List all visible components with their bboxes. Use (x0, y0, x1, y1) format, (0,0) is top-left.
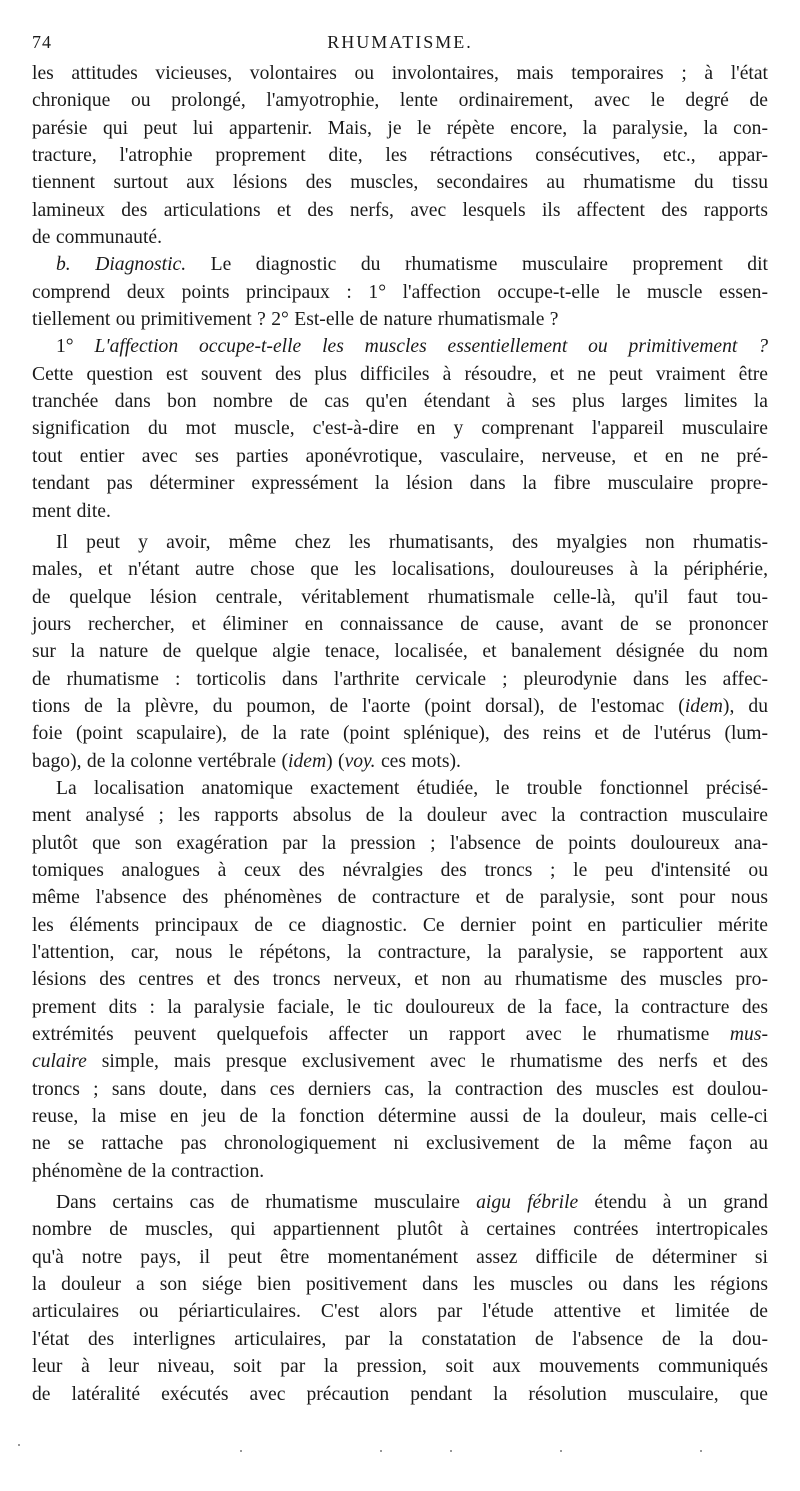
text-line (32, 693, 768, 720)
text-line (32, 1048, 768, 1075)
text-line (32, 279, 768, 306)
text-segment: males, et n'étant autre chose que les localisations, douloureuses à la périphérie, (32, 559, 768, 581)
text-line (32, 142, 768, 169)
italic-text: culaire (32, 1051, 87, 1073)
text-line (32, 197, 768, 224)
text-segment: de quelque lésion centrale, véritablement rhumatismale celle-là, qu'il faut tou- (32, 586, 768, 608)
text-segment: qu'à notre pays, il peut être momentanément assez difficile de déterminer si (32, 1246, 768, 1268)
text-line (32, 666, 768, 693)
italic-text: idem (288, 750, 327, 772)
text-segment: tendant pas déterminer expressément la lésion dans la fibre musculaire propre- (32, 473, 768, 495)
text-line (32, 60, 768, 87)
text-segment: lésions des centres et des troncs nerveux, et non au rhumatisme des muscles pro- (32, 969, 768, 991)
text-segment: de latéralité exécutés avec précaution pendant la résolution musculaire, que (32, 1383, 768, 1405)
text-line (32, 912, 768, 939)
text-line (32, 87, 768, 114)
paragraph-first-line (32, 1189, 768, 1216)
text-segment: tranchée dans bon nombre de cas qu'en étendant à ses plus larges limites la (32, 391, 768, 413)
italic-text: b. Diagnostic. (56, 254, 187, 276)
speck (240, 1450, 242, 1452)
running-header (32, 28, 768, 58)
italic-text: aigu fébrile (476, 1192, 579, 1214)
page-number: 74 (32, 32, 52, 52)
text-line (32, 1271, 768, 1298)
text-segment: ces mots). (375, 750, 461, 772)
text-segment: ment dite. (32, 500, 111, 522)
text-segment: tiennent surtout aux lésions des muscles, secondaires au rhumatisme du tissu (32, 172, 768, 194)
text-line (32, 1130, 768, 1157)
text-segment: ne se rattache pas chronologiquement ni exclusivement de la même façon au (32, 1133, 768, 1155)
text-segment: leur à leur niveau, soit par la pression, soit aux mouvements communiqués (32, 1356, 768, 1378)
text-segment: comprend deux points principaux : 1° l'affection occupe-t-elle le muscle essen- (32, 281, 768, 303)
text-segment: l'attention, car, nous le répétons, la contracture, la paralysie, se rapportent aux (32, 942, 768, 963)
text-line (32, 830, 768, 857)
text-line (32, 415, 768, 442)
speck (560, 1450, 562, 1452)
text-line (32, 1076, 768, 1103)
paragraph-first-line (32, 529, 768, 556)
text-line (32, 1244, 768, 1271)
text-segment: La localisation anatomique exactement étudiée, le trouble fonctionnel précisé- (56, 777, 768, 799)
text-line (32, 802, 768, 829)
text-line (32, 1158, 768, 1185)
text-segment: de rhumatisme : torticolis dans l'arthrite cervicale ; pleurodynie dans les affec- (32, 668, 768, 690)
text-segment: Il peut y avoir, même chez les rhumatisants, des myalgies non rhumatis- (56, 531, 768, 553)
text-segment: nombre de muscles, qui appartiennent plutôt à certaines contrées intertropicales (32, 1219, 768, 1241)
text-line (32, 1216, 768, 1243)
text-line (32, 748, 768, 775)
text-line (32, 857, 768, 884)
text-segment: phénomène de la contraction. (32, 1160, 265, 1182)
speck (700, 1450, 702, 1452)
text-line (32, 115, 768, 142)
speck (380, 1450, 382, 1452)
text-segment: reuse, la mise en jeu de la fonction détermine aussi de la douleur, mais celle-ci (32, 1106, 768, 1128)
text-segment: plutôt que son exagération par la pression ; l'absence de points douloureux ana- (32, 832, 768, 854)
text-segment: tout entier avec ses parties aponévrotique, vasculaire, nerveuse, et en ne pré- (32, 445, 768, 467)
text-segment: tracture, l'atrophie proprement dite, les rétractions consécutives, etc., appar- (32, 145, 768, 167)
text-segment: ), du (722, 695, 768, 717)
text-segment: les attitudes vicieuses, volontaires ou involontaires, mais temporaires ; à l'état (32, 63, 768, 84)
text-line (32, 1298, 768, 1325)
text-segment: articulaires ou périarticulaires. C'est alors par l'étude attentive et limitée de (32, 1301, 768, 1323)
text-segment: l'état des interlignes articulaires, par la constatation de l'absence de la dou- (32, 1328, 768, 1350)
text-line (32, 638, 768, 665)
text-segment: les éléments principaux de ce diagnostic. Ce dernier point en particulier mérite (32, 914, 768, 936)
text-line (32, 939, 768, 966)
text-segment: lamineux des articulations et des nerfs, avec lesquels ils affectent des rapports (32, 199, 768, 221)
text-segment: Dans certains cas de rhumatisme musculaire (56, 1192, 477, 1214)
italic-text: voy. (344, 750, 376, 772)
text-line (32, 1103, 768, 1130)
text-line (32, 1021, 768, 1048)
text-line (32, 388, 768, 415)
text-line (32, 884, 768, 911)
italic-text: mus- (729, 1024, 768, 1046)
text-segment: signification du mot muscle, c'est-à-dire en y comprenant l'appareil musculaire (32, 418, 768, 440)
body-text (32, 60, 768, 1408)
text-segment: parésie qui peut lui appartenir. Mais, je le répète encore, la paralysie, la con- (32, 117, 768, 139)
text-segment: Cette question est souvent des plus difficiles à résoudre, et ne peut vraiment être (32, 363, 768, 385)
text-line (32, 1353, 768, 1380)
text-line (32, 498, 768, 525)
text-segment: tiellement ou primitivement ? 2° Est-elle de nature rhumatismale ? (32, 309, 559, 331)
text-line (32, 966, 768, 993)
text-line (32, 1381, 768, 1408)
text-segment: extrémités peuvent quelquefois affecter un rapport avec le rhumatisme (32, 1024, 730, 1046)
text-segment: tomiques analogues à ceux des névralgies des troncs ; le peu d'intensité ou (32, 859, 768, 881)
running-title: RHUMATISME. (327, 32, 473, 52)
text-segment: sur la nature de quelque algie tenace, localisée, et banalement désignée du nom (32, 641, 768, 663)
text-segment: jours rechercher, et éliminer en connaissance de cause, avant de se prononcer (32, 613, 768, 635)
paragraph-first-line (32, 251, 768, 278)
speck (450, 1450, 452, 1452)
text-line (32, 1326, 768, 1353)
text-segment: prement dits : la paralysie faciale, le tic douloureux de la face, la contracture des (32, 996, 768, 1018)
text-segment: chronique ou prolongé, l'amyotrophie, lente ordinairement, avec le degré de (32, 90, 768, 112)
text-line (32, 169, 768, 196)
text-segment: ) ( (326, 750, 345, 772)
text-line (32, 720, 768, 747)
text-line (32, 994, 768, 1021)
text-line (32, 224, 768, 251)
text-segment: bago), de la colonne vertébrale ( (32, 750, 289, 772)
text-line (32, 470, 768, 497)
text-segment: Le diagnostic du rhumatisme musculaire proprement dit (186, 254, 768, 276)
italic-text: idem (684, 695, 723, 717)
text-segment: ment analysé ; les rapports absolus de la douleur avec la contraction musculaire (32, 805, 768, 827)
text-segment: simple, mais presque exclusivement avec le rhumatisme des nerfs et des (86, 1051, 768, 1073)
text-line (32, 443, 768, 470)
text-line (32, 556, 768, 583)
text-segment: de communauté. (32, 227, 162, 249)
italic-text: L'affection occupe-t-elle les muscles essentiellement ou primitivement ? (94, 336, 769, 358)
speck (18, 1444, 20, 1446)
print-specks (0, 1440, 800, 1460)
text-segment: tions de la plèvre, du poumon, de l'aorte (point dorsal), de l'estomac ( (32, 695, 685, 717)
text-segment: la douleur a son siége bien positivement dans les muscles ou dans les régions (32, 1274, 768, 1296)
text-line (32, 611, 768, 638)
text-line (32, 361, 768, 388)
text-segment: troncs ; sans doute, dans ces derniers cas, la contraction des muscles est doulou- (32, 1078, 768, 1100)
paragraph-first-line (32, 333, 768, 360)
text-line (32, 584, 768, 611)
text-line (32, 306, 768, 333)
text-segment: même l'absence des phénomènes de contracture et de paralysie, sont pour nous (32, 887, 768, 909)
text-segment: étendu à un grand (578, 1192, 768, 1214)
paragraph-first-line (32, 775, 768, 802)
text-segment: 1° (56, 336, 95, 358)
text-segment: foie (point scapulaire), de la rate (point splénique), des reins et de l'utérus (lum- (32, 723, 768, 745)
